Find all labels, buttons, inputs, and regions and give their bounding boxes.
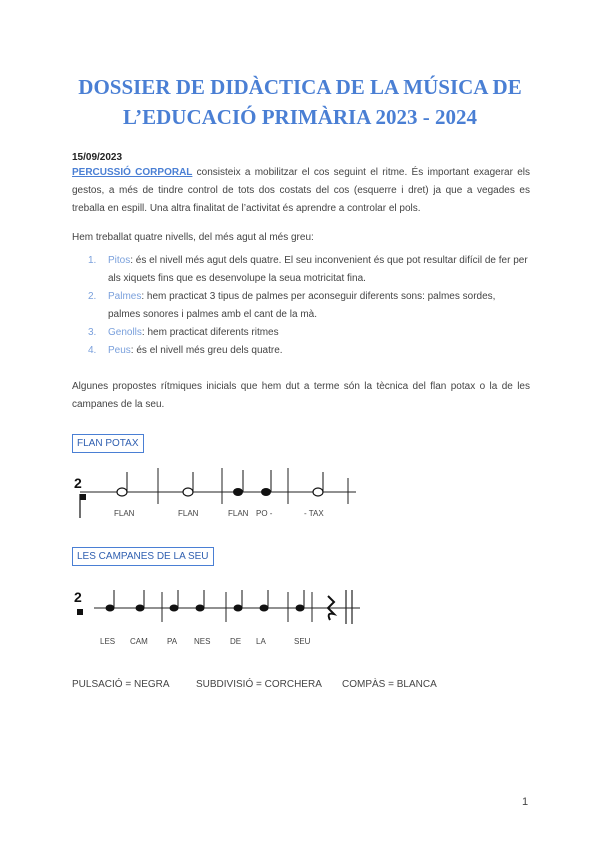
level-text: : és el nivell més agut dels quatre. El seu inconvenient és que pot resultar difícil de fer per als xiquets fins que es desenvolupe la seua motricitat fina. (108, 255, 528, 284)
list-item (88, 288, 530, 324)
title-line-1: DOSSIER DE DIDÀCTICA DE LA MÚSICA DE (78, 75, 522, 99)
list-item (88, 252, 530, 288)
page-number: 1 (522, 796, 529, 808)
level-term: Pitos (108, 255, 131, 266)
half-note (183, 488, 193, 496)
compas-text: COMPÀS = BLANCA (342, 679, 437, 690)
levels-list (88, 252, 530, 360)
syllable: PA (167, 637, 178, 646)
quarter-note (196, 605, 205, 612)
syllable: FLAN (178, 509, 199, 518)
level-text: : hem practicat 3 tipus de palmes per aconseguir diferents sons: palmes sordes, palmes sonores i palmes amb el cant de la mà. (108, 291, 496, 320)
clef-mark (80, 494, 86, 500)
quarter-note (261, 488, 271, 496)
level-text: : hem practicat diferents ritmes (141, 327, 279, 338)
quarter-note (234, 605, 243, 612)
title-line-2: L’EDUCACIÓ PRIMÀRIA 2023 - 2024 (123, 105, 477, 129)
syllable: LES (100, 637, 116, 646)
level-term: Peus (108, 345, 131, 356)
list-item (88, 342, 530, 360)
time-signature: 2 (74, 475, 82, 491)
clef-mark (77, 609, 83, 615)
flan-potax-notation (70, 460, 370, 524)
levels-intro: Hem treballat quatre nivells, del més agut al més greu: (72, 232, 314, 243)
level-term: Palmes (108, 291, 142, 302)
syllable: FLAN (228, 509, 249, 518)
syllable: SEU (294, 637, 311, 646)
syllable: FLAN (114, 509, 135, 518)
list-number: 3. (88, 327, 97, 338)
quarter-note (136, 605, 145, 612)
intro-paragraph (72, 164, 530, 218)
document-title (40, 72, 560, 132)
list-number: 4. (88, 345, 97, 356)
flan-potax-label: FLAN POTAX (72, 434, 144, 453)
intro-text: consisteix a mobilitzar el cos seguint el ritme. És important exagerar els gestos, a més de tindre control de tots dos costats del cos (esquerre i dret) ja que a vegades es treballa en espill. Una altra finalitat de l’activitat és aprendre a controlar el pols. (72, 167, 530, 214)
time-signature: 2 (74, 589, 82, 605)
quarter-note (106, 605, 115, 612)
quarter-note (260, 605, 269, 612)
syllable: CAM (130, 637, 148, 646)
quarter-note (296, 605, 305, 612)
syllable: - TAX (304, 509, 324, 518)
quarter-note (170, 605, 179, 612)
level-text: : és el nivell més greu dels quatre. (130, 345, 283, 356)
campanes-label: LES CAMPANES DE LA SEU (72, 547, 214, 566)
proposals-paragraph: Algunes propostes rítmiques inicials que hem dut a terme són la tècnica del flan potax o la de les campanes de la seu. (72, 381, 530, 410)
syllable: DE (230, 637, 242, 646)
pulsacio-text: PULSACIÓ = NEGRA (72, 679, 170, 690)
intro-highlight: PERCUSSIÓ CORPORAL (72, 167, 193, 178)
syllable: NES (194, 637, 211, 646)
list-number: 1. (88, 255, 97, 266)
quarter-note (233, 488, 243, 496)
half-note (117, 488, 127, 496)
campanes-notation (70, 584, 370, 652)
syllable: LA (256, 637, 266, 646)
half-note (313, 488, 323, 496)
subdivisio-text: SUBDIVISIÓ = CORCHERA (196, 679, 322, 690)
level-term: Genolls (108, 327, 142, 338)
syllable: PO - (256, 509, 273, 518)
entry-date: 15/09/2023 (72, 152, 123, 163)
list-item (88, 324, 530, 342)
list-number: 2. (88, 291, 97, 302)
